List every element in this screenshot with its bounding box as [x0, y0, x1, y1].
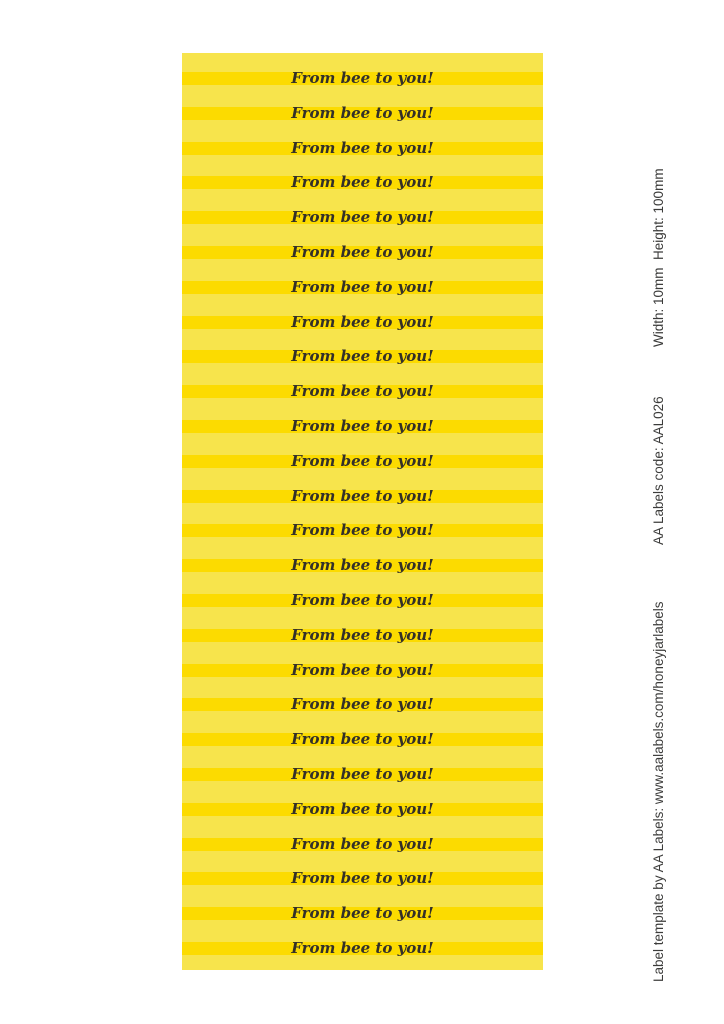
label-text: From bee to you! — [291, 277, 434, 296]
label-text: From bee to you! — [291, 451, 434, 470]
label-row — [182, 312, 543, 331]
label-row — [182, 103, 543, 122]
label-text: From bee to you! — [291, 312, 434, 331]
label-row — [182, 556, 543, 575]
label-row — [182, 765, 543, 783]
label-text: From bee to you! — [291, 138, 434, 157]
side-caption-dimensions: Width: 10mm Height: 100mm — [651, 168, 666, 347]
label-row — [182, 730, 543, 749]
label-text: From bee to you! — [291, 243, 434, 261]
label-text: From bee to you! — [291, 765, 434, 783]
label-row — [182, 69, 543, 87]
label-text: From bee to you! — [291, 834, 434, 853]
label-text: From bee to you! — [291, 625, 434, 644]
label-text: From bee to you! — [291, 173, 434, 192]
label-text: From bee to you! — [291, 103, 434, 122]
label-text: From bee to you! — [291, 730, 434, 749]
label-row — [182, 834, 543, 853]
label-row — [182, 591, 543, 609]
label-row — [182, 486, 543, 505]
label-text: From bee to you! — [291, 869, 434, 888]
label-text: From bee to you! — [291, 904, 434, 923]
label-text: From bee to you! — [291, 417, 434, 435]
label-text: From bee to you! — [291, 69, 434, 87]
label-text: From bee to you! — [291, 660, 434, 679]
label-row — [182, 521, 543, 540]
label-row — [182, 904, 543, 923]
label-row — [182, 695, 543, 714]
label-sheet — [182, 53, 543, 970]
label-row — [182, 173, 543, 192]
label-text: From bee to you! — [291, 939, 434, 957]
label-row — [182, 417, 543, 435]
label-text: From bee to you! — [291, 521, 434, 540]
label-row — [182, 625, 543, 644]
side-caption-code: AA Labels code: AAL026 — [651, 396, 666, 545]
label-text: From bee to you! — [291, 382, 434, 401]
label-text: From bee to you! — [291, 208, 434, 227]
label-row — [182, 660, 543, 679]
label-row — [182, 939, 543, 957]
label-row — [182, 243, 543, 261]
label-text: From bee to you! — [291, 347, 434, 366]
label-text: From bee to you! — [291, 591, 434, 609]
label-row — [182, 382, 543, 401]
label-row — [182, 138, 543, 157]
label-row — [182, 799, 543, 818]
label-row — [182, 869, 543, 888]
label-row — [182, 347, 543, 366]
label-text: From bee to you! — [291, 695, 434, 714]
label-text: From bee to you! — [291, 799, 434, 818]
label-row — [182, 208, 543, 227]
label-text: From bee to you! — [291, 486, 434, 505]
label-row — [182, 277, 543, 296]
side-caption-credit: Label template by AA Labels: www.aalabels.com/honeyjarlabels — [651, 601, 666, 982]
label-text: From bee to you! — [291, 556, 434, 575]
label-row — [182, 451, 543, 470]
